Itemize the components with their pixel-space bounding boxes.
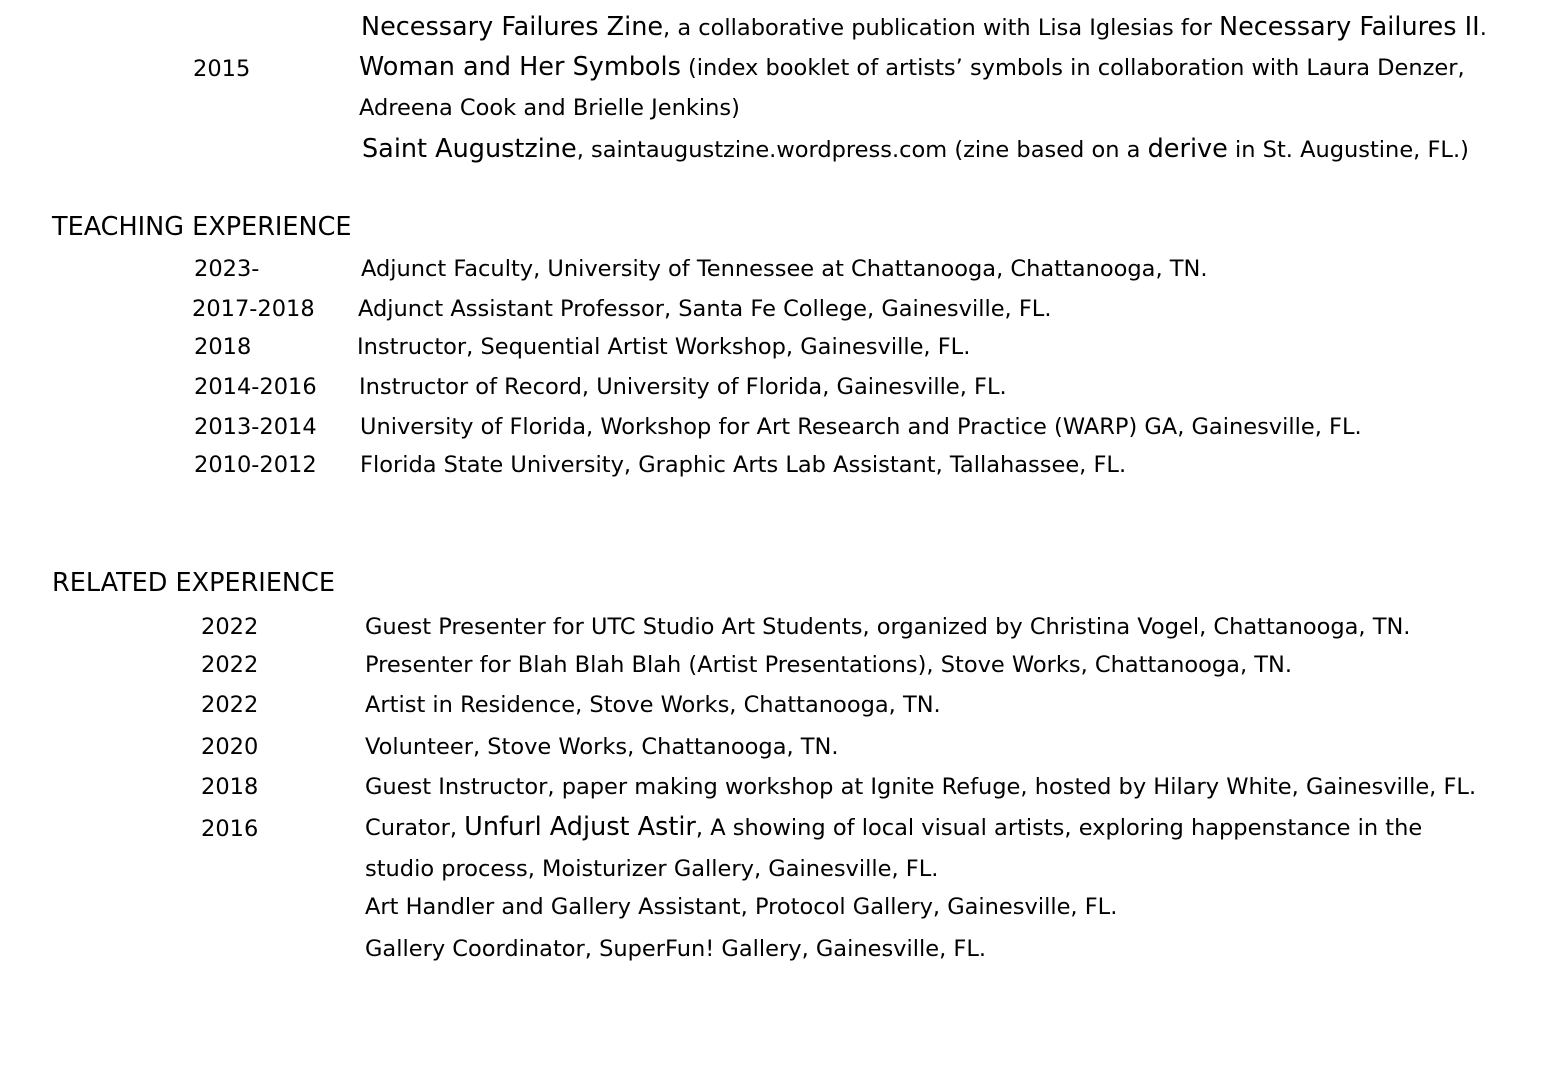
related-desc: Art Handler and Gallery Assistant, Protocol Gallery, Gainesville, FL. [365,894,1118,920]
teaching-year: 2013-2014 [194,414,317,440]
related-year: 2020 [201,734,259,760]
publication-title: Woman and Her Symbols [359,52,681,82]
emphasis-word: derive [1147,134,1228,164]
related-experience-heading: RELATED EXPERIENCE [52,568,335,598]
publication-title: Necessary Failures Zine [361,12,664,42]
teaching-desc: Adjunct Assistant Professor, Santa Fe College, Gainesville, FL. [358,296,1052,322]
teaching-year: 2017-2018 [192,296,315,322]
related-year: 2022 [201,692,259,718]
related-desc: Artist in Residence, Stove Works, Chattanooga, TN. [365,692,941,718]
teaching-year: 2014-2016 [194,374,317,400]
exhibition-title: Unfurl Adjust Astir [464,812,696,842]
related-year: 2022 [201,614,259,640]
related-desc: Presenter for Blah Blah Blah (Artist Presentations), Stove Works, Chattanooga, TN. [365,652,1292,678]
teaching-desc: Instructor of Record, University of Florida, Gainesville, FL. [359,374,1007,400]
related-year: 2022 [201,652,259,678]
teaching-year: 2010-2012 [194,452,317,478]
publication-title: Necessary Failures II [1219,12,1480,42]
publication-continuation: Adreena Cook and Brielle Jenkins) [359,95,740,121]
teaching-experience-heading: TEACHING EXPERIENCE [52,212,352,242]
related-desc: Guest Presenter for UTC Studio Art Students, organized by Christina Vogel, Chattanooga, TN. [365,614,1411,640]
related-desc: Curator, Unfurl Adjust Astir, A showing of local visual artists, exploring happenstance in the [365,812,1423,842]
related-desc: Gallery Coordinator, SuperFun! Gallery, Gainesville, FL. [365,936,987,962]
publication-woman-and-her-symbols: Woman and Her Symbols (index booklet of artists’ symbols in collaboration with Laura Denzer, [359,52,1465,82]
related-desc: Guest Instructor, paper making workshop at Ignite Refuge, hosted by Hilary White, Gainesville, FL. [365,774,1477,800]
publication-saint-augustzine: Saint Augustzine, saintaugustzine.wordpress.com (zine based on a derive in St. Augustine, FL.) [362,134,1469,164]
publication-necessary-failures: Necessary Failures Zine, a collaborative publication with Lisa Iglesias for Necessary Failures II. [361,12,1487,42]
teaching-desc: Florida State University, Graphic Arts Lab Assistant, Tallahassee, FL. [360,452,1127,478]
teaching-desc: Adjunct Faculty, University of Tennessee at Chattanooga, Chattanooga, TN. [361,256,1208,282]
related-year: 2016 [201,816,259,842]
teaching-desc: University of Florida, Workshop for Art Research and Practice (WARP) GA, Gainesville, FL. [360,414,1362,440]
related-desc: Volunteer, Stove Works, Chattanooga, TN. [365,734,839,760]
publication-year: 2015 [193,56,251,82]
teaching-year: 2023- [194,256,260,282]
related-year: 2018 [201,774,259,800]
teaching-desc: Instructor, Sequential Artist Workshop, Gainesville, FL. [357,334,971,360]
publication-title: Saint Augustzine [362,134,577,164]
teaching-year: 2018 [194,334,252,360]
related-desc-continuation: studio process, Moisturizer Gallery, Gainesville, FL. [365,856,939,882]
